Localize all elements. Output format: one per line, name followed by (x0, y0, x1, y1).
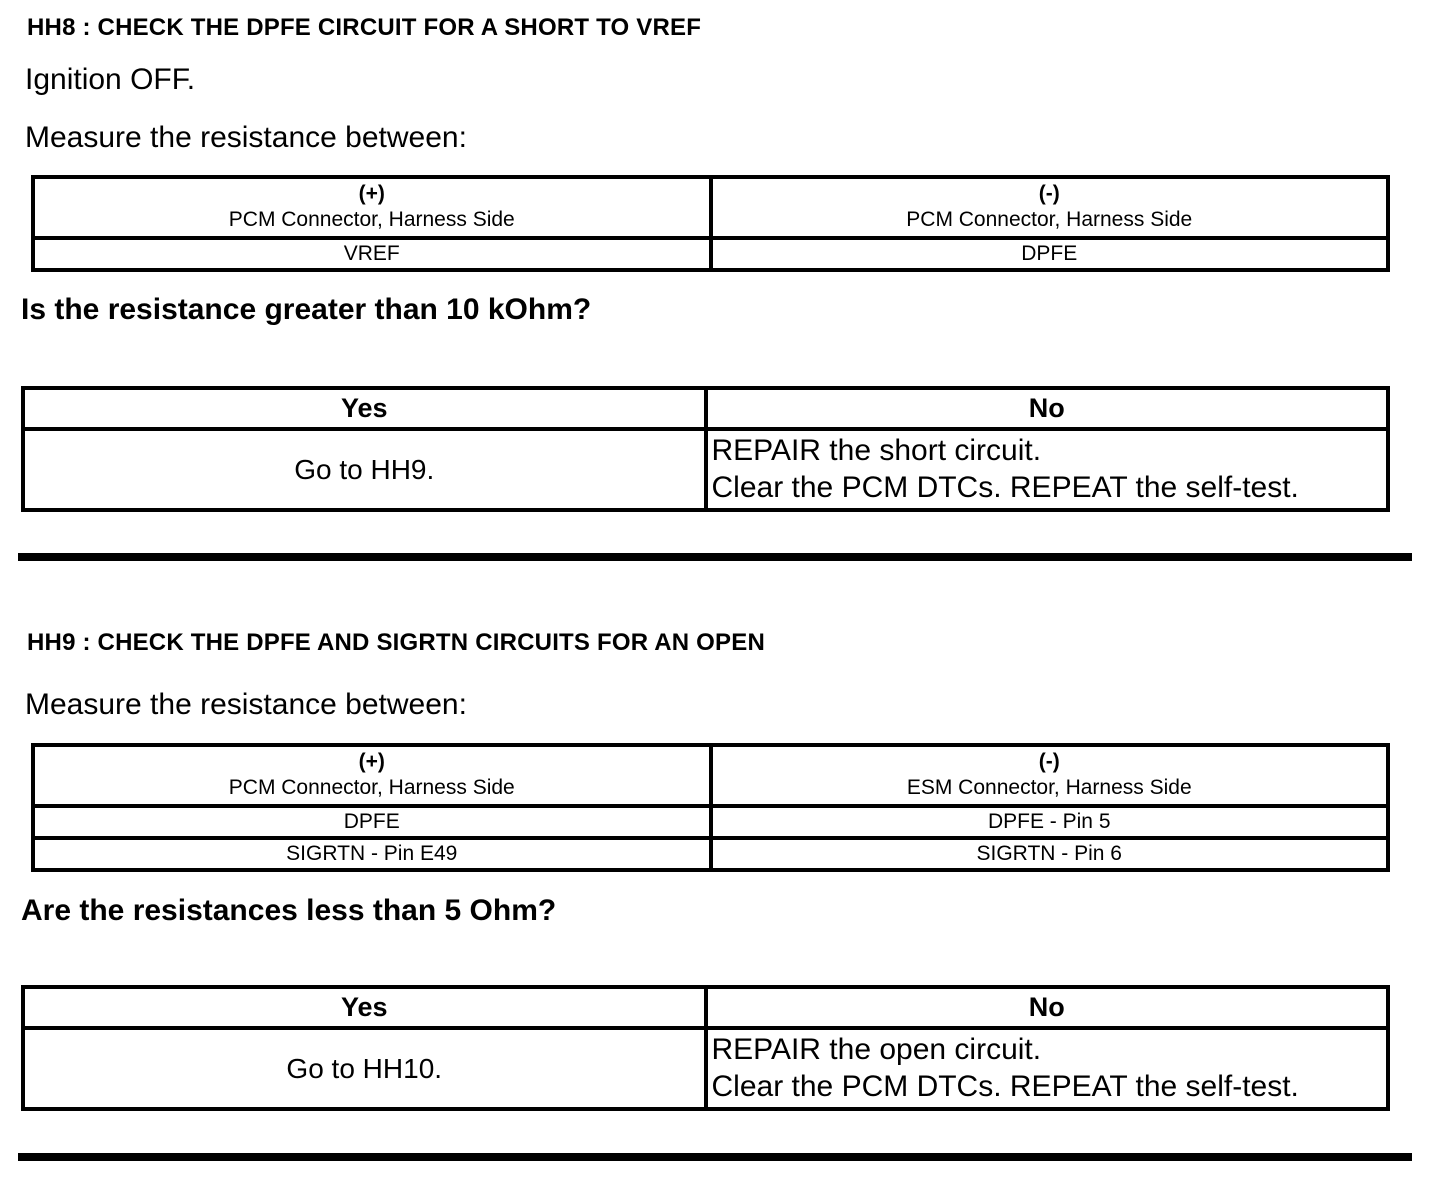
table-row (33, 806, 1388, 838)
no-action-cell (706, 1028, 1389, 1109)
decision-table-hh9 (21, 985, 1390, 1111)
minus-sign-label: (-) (1038, 750, 1060, 773)
measurement-cell-plus: VREF (33, 238, 711, 270)
instruction-ignition-off: Ignition OFF. (25, 63, 196, 96)
plus-column-header (33, 177, 711, 238)
step-hh8-heading: HH8 : CHECK THE DPFE CIRCUIT FOR A SHORT TO VREF (27, 14, 702, 41)
table-row (23, 987, 1388, 1028)
table-row (23, 1028, 1388, 1109)
section-hh8 (0, 14, 1440, 561)
measurement-table-hh8 (31, 175, 1390, 272)
measurement-cell-plus: DPFE (33, 806, 711, 838)
section-divider (18, 1153, 1412, 1161)
no-action-line: REPAIR the short circuit. (711, 434, 1042, 467)
yes-action-cell: Go to HH10. (23, 1028, 706, 1109)
measurement-cell-minus: DPFE - Pin 5 (711, 806, 1389, 838)
question-resistance-hh9: Are the resistances less than 5 Ohm? (21, 894, 557, 927)
minus-connector-label: PCM Connector, Harness Side (906, 208, 1193, 231)
no-action-line: Clear the PCM DTCs. REPEAT the self-test. (711, 1070, 1299, 1103)
no-header: No (706, 987, 1389, 1028)
question-resistance-hh8: Is the resistance greater than 10 kOhm? (21, 293, 592, 326)
yes-action-cell: Go to HH9. (23, 429, 706, 510)
minus-column-header (711, 745, 1389, 806)
step-hh9-heading: HH9 : CHECK THE DPFE AND SIGRTN CIRCUITS FOR AN OPEN (27, 629, 765, 656)
measurement-cell-minus: DPFE (711, 238, 1389, 270)
measurement-cell-plus: SIGRTN - Pin E49 (33, 838, 711, 870)
no-action-line: REPAIR the open circuit. (711, 1033, 1042, 1066)
measurement-table-hh9 (31, 743, 1390, 872)
decision-table-hh8 (21, 386, 1390, 512)
plus-connector-label: PCM Connector, Harness Side (228, 776, 515, 799)
table-row (23, 429, 1388, 510)
plus-sign-label: (+) (358, 750, 385, 773)
no-action-line: Clear the PCM DTCs. REPEAT the self-test. (711, 471, 1299, 504)
minus-column-header (711, 177, 1389, 238)
table-row (33, 177, 1388, 238)
measurement-cell-minus: SIGRTN - Pin 6 (711, 838, 1389, 870)
no-header: No (706, 388, 1389, 429)
yes-header: Yes (23, 388, 706, 429)
table-row (33, 838, 1388, 870)
minus-sign-label: (-) (1038, 182, 1060, 205)
instruction-measure-resistance: Measure the resistance between: (25, 688, 467, 721)
table-row (33, 745, 1388, 806)
plus-sign-label: (+) (358, 182, 385, 205)
section-divider (18, 553, 1412, 561)
no-action-cell (706, 429, 1389, 510)
yes-header: Yes (23, 987, 706, 1028)
table-row (23, 388, 1388, 429)
section-hh9 (0, 629, 1440, 1161)
instruction-measure-resistance: Measure the resistance between: (25, 121, 467, 154)
plus-connector-label: PCM Connector, Harness Side (228, 208, 515, 231)
plus-column-header (33, 745, 711, 806)
minus-connector-label: ESM Connector, Harness Side (906, 776, 1192, 799)
table-row (33, 238, 1388, 270)
